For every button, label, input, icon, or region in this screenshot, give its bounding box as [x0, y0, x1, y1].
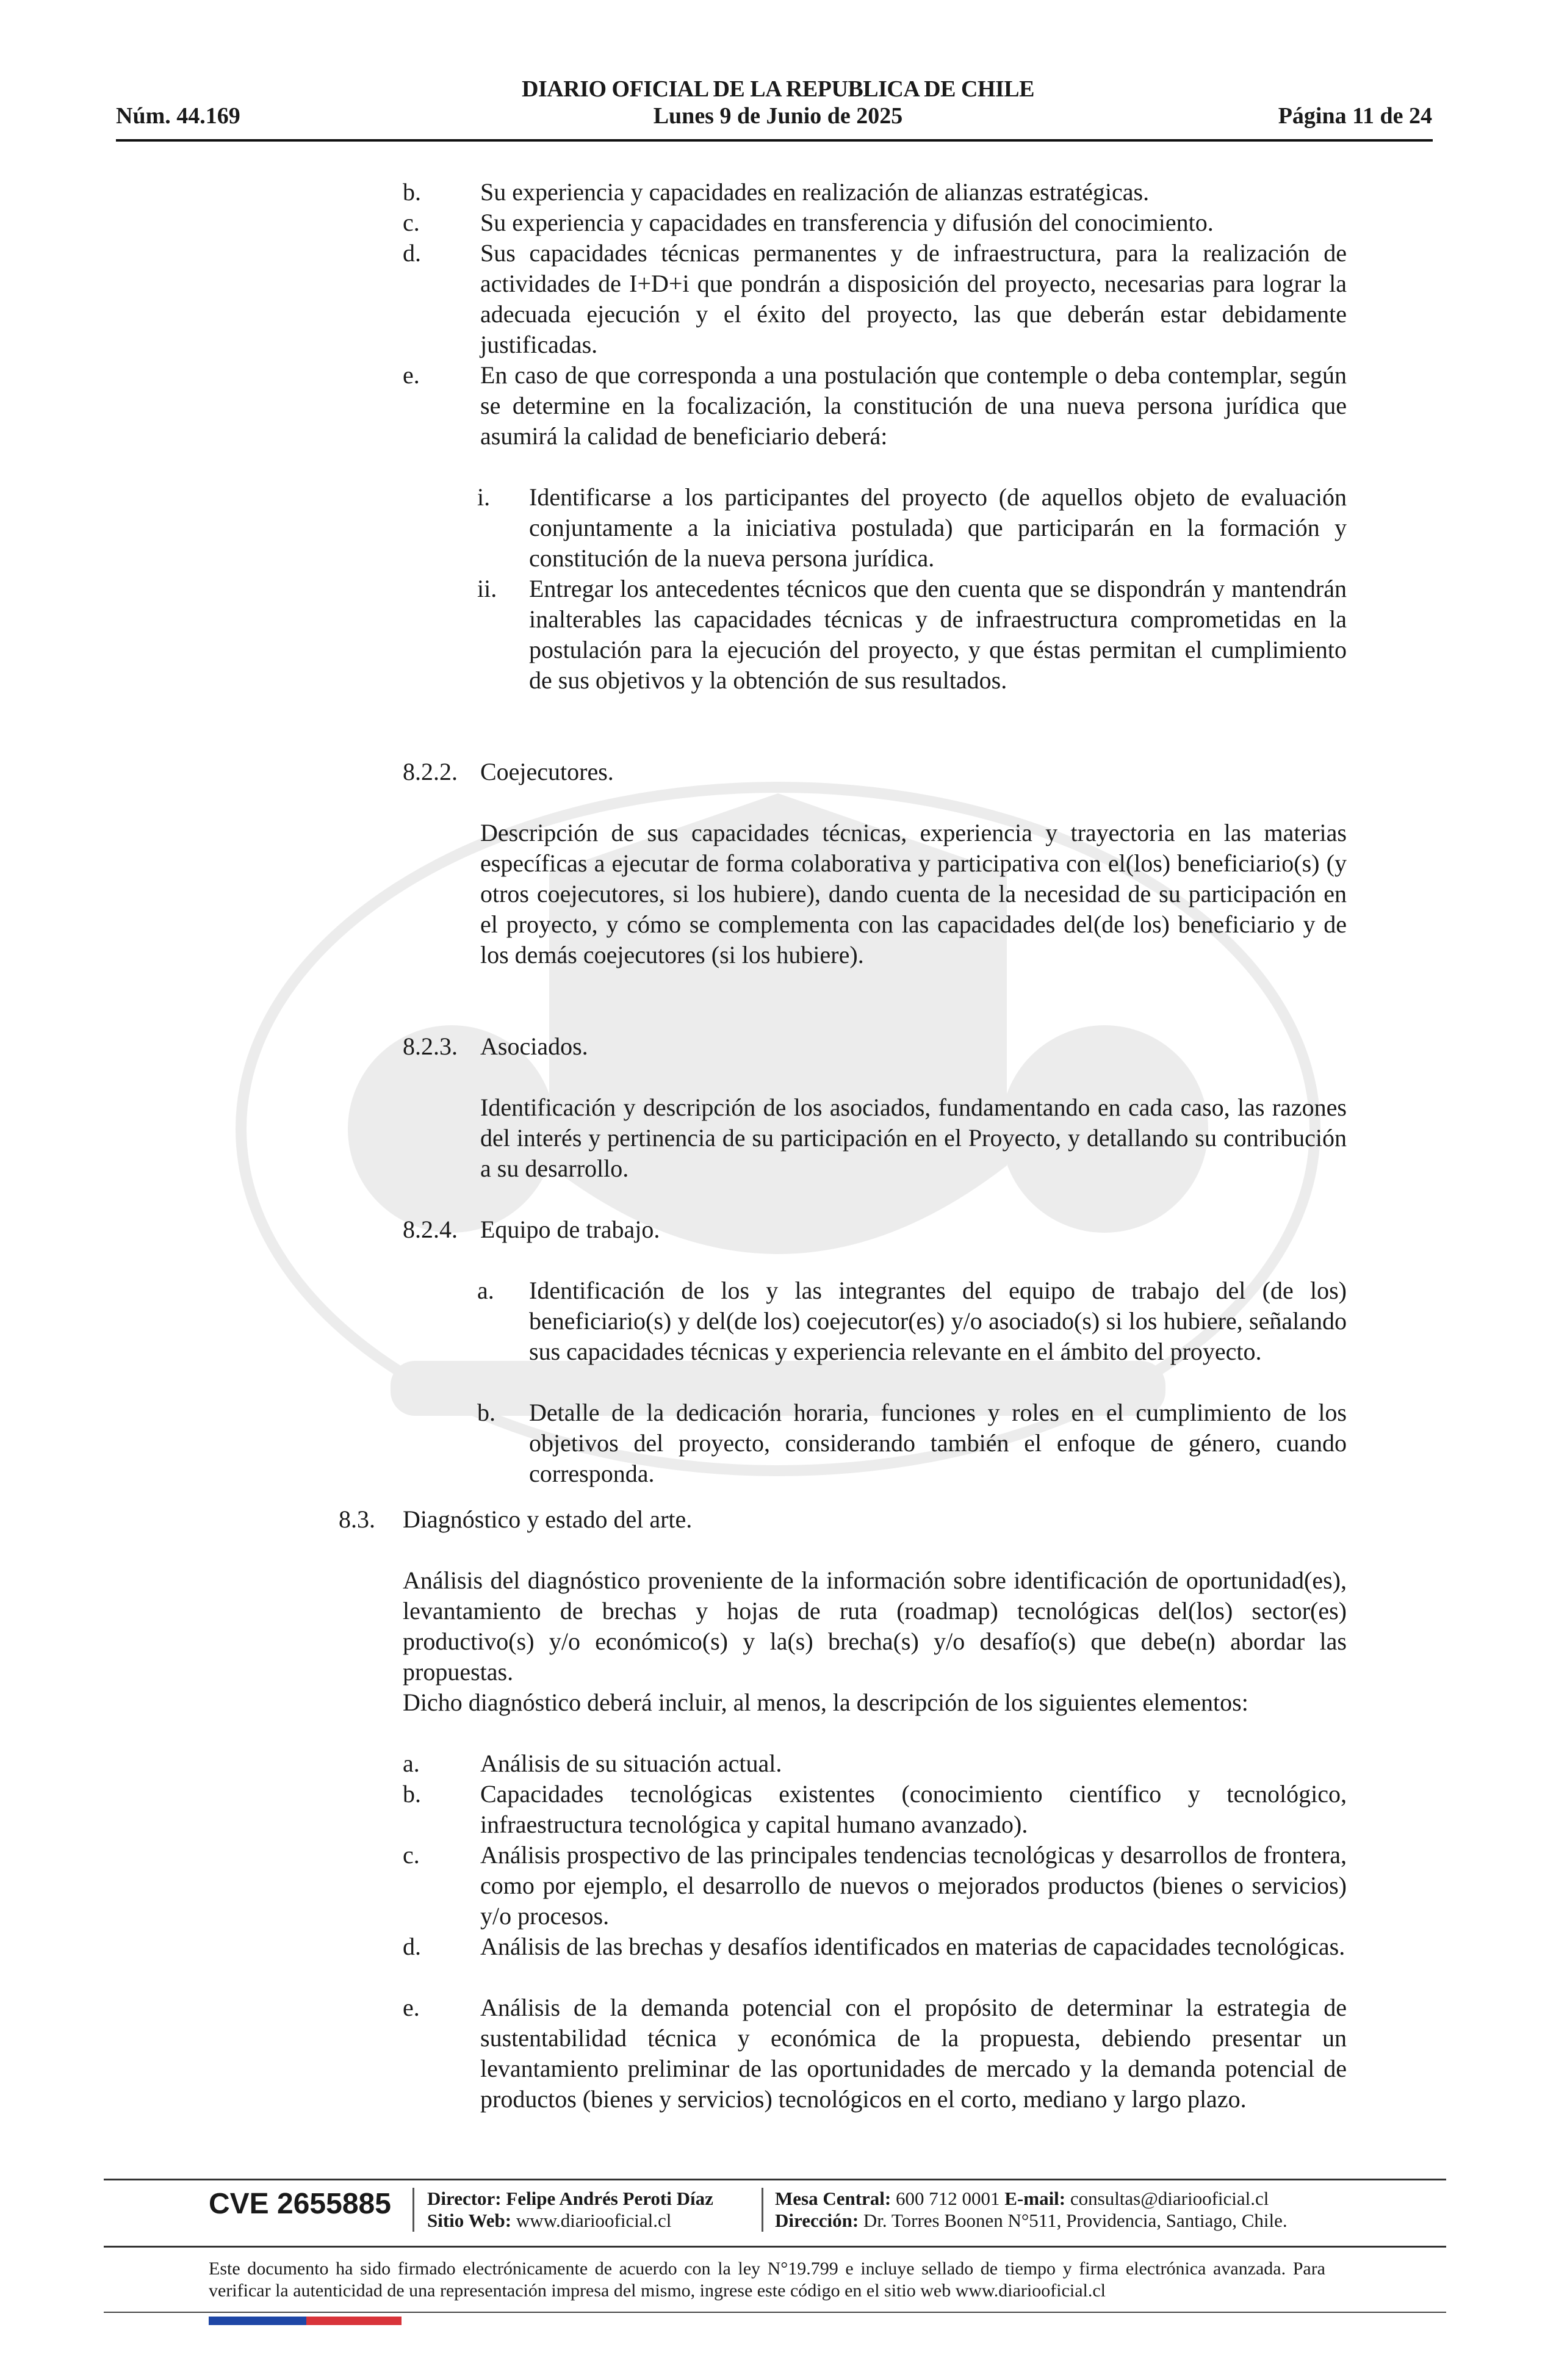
list-label: b. [403, 1780, 421, 1808]
address-label: Dirección: [775, 2210, 859, 2231]
list-label: d. [403, 239, 421, 267]
director-line [427, 2188, 713, 2210]
section-number: 8.2.2. [403, 758, 458, 785]
list-label: b. [477, 1399, 495, 1426]
list-item: Análisis de las brechas y desafíos identificados en materias de capacidades tecnológicas. [480, 1933, 1345, 1960]
section-body: Dicho diagnóstico deberá incluir, al menos, la descripción de los siguientes elementos: [403, 1689, 1248, 1716]
mesa-phone: 600 712 0001 [896, 2188, 1000, 2209]
list-item: Capacidades tecnológicas existentes (conocimiento científico y tecnológico, infraestructura tecnológica y capital humano avanzado). [480, 1780, 1347, 1838]
list-label: c. [403, 209, 420, 236]
list-label: d. [403, 1933, 421, 1960]
flag-stripe-red [306, 2317, 402, 2325]
cve-code: CVE 2655885 [209, 2188, 391, 2220]
list-item: Su experiencia y capacidades en transferencia y difusión del conocimiento. [480, 209, 1214, 236]
footer-divider [104, 2312, 1446, 2313]
list-label: a. [477, 1277, 494, 1304]
list-item: Su experiencia y capacidades en realización de alianzas estratégicas. [480, 178, 1150, 206]
list-label: b. [403, 178, 421, 206]
list-item: Entregar los antecedentes técnicos que den cuenta que se dispondrán y mantendrán inalterables las capacidades técnicas y de infraestructura comprometidas en la postulación para la ejecución del proyecto, y que éstas permitan el cumplimiento de sus objetivos y la obtención de sus resultados. [529, 575, 1347, 694]
email-link[interactable]: consultas@diariooficial.cl [1070, 2188, 1269, 2209]
website-label: Sitio Web: [427, 2210, 512, 2231]
issue-date: Lunes 9 de Junio de 2025 [653, 103, 903, 129]
footer-divider [104, 2179, 1446, 2180]
section-title: Coejecutores. [480, 758, 614, 785]
section-title: Asociados. [480, 1033, 588, 1060]
list-label: c. [403, 1841, 420, 1869]
list-item: Análisis de la demanda potencial con el propósito de determinar la estrategia de sustentabilidad técnica y económica de la propuesta, debiendo presentar un levantamiento preliminar de las oportunidades de mercado y la demanda potencial de productos (bienes y servicios) tecnológicos en el corto, mediano y largo plazo. [480, 1994, 1347, 2113]
address-text: Dr. Torres Boonen N°511, Providencia, Santiago, Chile. [863, 2210, 1288, 2231]
director-name: Felipe Andrés Peroti Díaz [506, 2188, 713, 2209]
footer-separator [762, 2188, 763, 2232]
mesa-label: Mesa Central: [775, 2188, 891, 2209]
website-link[interactable]: www.diariooficial.cl [516, 2210, 672, 2231]
footer-separator [412, 2188, 414, 2232]
section-body: Análisis del diagnóstico proveniente de la información sobre identificación de oportunidad(es), levantamiento de brechas y hojas de ruta (roadmap) tecnológicas del(los) sector(es) productivo(s) y/o económico(s) y la(s) brecha(s) y/o desafío(s) que debe(n) abordar las propuestas. [403, 1567, 1347, 1686]
footer-divider [104, 2246, 1446, 2248]
section-body: Identificación y descripción de los asociados, fundamentando en cada caso, las razones del interés y pertinencia de su participación en el Proyecto, y detallando su contribución a su desarrollo. [480, 1094, 1347, 1182]
list-item: Análisis de su situación actual. [480, 1750, 782, 1777]
list-label: ii. [477, 575, 497, 602]
list-label: i. [477, 483, 491, 511]
list-label: a. [403, 1750, 420, 1777]
section-body: Descripción de sus capacidades técnicas, experiencia y trayectoria en las materias específicas a ejecutar de forma colaborativa y participativa con el(los) beneficiario(s) (y otros coejecutores, si los hubiere), dando cuenta de la necesidad de su participación en el proyecto, y cómo se complementa con las capacidades del(de los) beneficiario y de los demás coejecutores (si los hubiere). [480, 819, 1347, 968]
legal-notice: Este documento ha sido firmado electrónicamente de acuerdo con la ley N°19.799 e incluye sellado de tiempo y firma electrónica avanzada. Para verificar la autenticidad de una representación impresa del mismo, ingrese este código en el sitio web www.diariooficial.cl [209, 2259, 1325, 2301]
website-line [427, 2210, 671, 2232]
list-item: Identificación de los y las integrantes del equipo de trabajo del (de los) beneficiario(s) y del(de los) coejecutor(es) y/o asociado(s) si los hubiere, señalando sus capacidades técnicas y experiencia relevante en el ámbito del proyecto. [529, 1277, 1347, 1365]
header-divider [116, 139, 1433, 142]
list-item: Detalle de la dedicación horaria, funciones y roles en el cumplimiento de los objetivos del proyecto, considerando también el enfoque de género, cuando corresponda. [529, 1399, 1347, 1487]
list-label: e. [403, 1994, 420, 2021]
issue-number: Núm. 44.169 [116, 103, 240, 129]
publication-title: DIARIO OFICIAL DE LA REPUBLICA DE CHILE [522, 76, 1034, 102]
contact-line [775, 2188, 1269, 2210]
section-title: Equipo de trabajo. [480, 1216, 660, 1243]
list-label: e. [403, 361, 420, 389]
section-number: 8.3. [339, 1506, 375, 1533]
address-line [775, 2210, 1288, 2232]
list-item: Sus capacidades técnicas permanentes y de infraestructura, para la realización de actividades de I+D+i que pondrán a disposición del proyecto, necesarias para lograr la adecuada ejecución y el éxito del proyecto, las que deberán estar debidamente justificadas. [480, 239, 1347, 358]
section-number: 8.2.4. [403, 1216, 458, 1243]
list-item: Análisis prospectivo de las principales tendencias tecnológicas y desarrollos de frontera, como por ejemplo, el desarrollo de nuevos o mejorados productos (bienes o servicios) y/o procesos. [480, 1841, 1347, 1930]
page-number: Página 11 de 24 [1278, 103, 1432, 129]
flag-stripe-blue [209, 2317, 306, 2325]
director-label: Director: [427, 2188, 502, 2209]
section-number: 8.2.3. [403, 1033, 458, 1060]
list-item: Identificarse a los participantes del proyecto (de aquellos objeto de evaluación conjuntamente a la iniciativa postulada) que participarán en la formación y constitución de la nueva persona jurídica. [529, 483, 1347, 572]
list-item: En caso de que corresponda a una postulación que contemple o deba contemplar, según se determine en la focalización, la constitución de una nueva persona jurídica que asumirá la calidad de beneficiario deberá: [480, 361, 1347, 450]
email-label: E-mail: [1004, 2188, 1066, 2209]
section-title: Diagnóstico y estado del arte. [403, 1506, 693, 1533]
